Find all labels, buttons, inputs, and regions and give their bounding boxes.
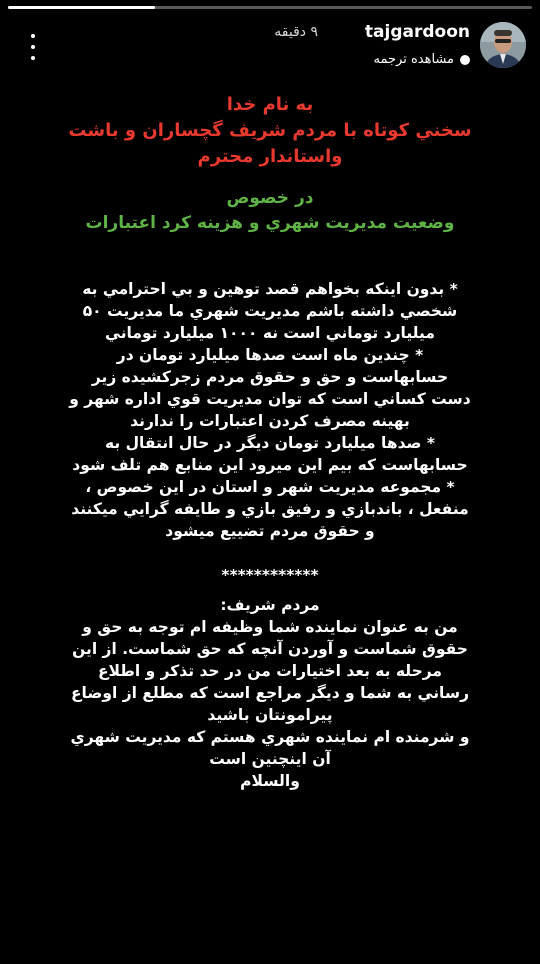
story-progress-fill (8, 6, 155, 9)
translate-button[interactable] (374, 52, 470, 67)
body-line: بهينه مصرف كردن اعتبارات را ندارند (130, 412, 410, 430)
body-line: حسابهاست كه بيم اين ميرود اين منابع هم تلف شود (72, 456, 468, 474)
separator: ************ (221, 566, 319, 584)
heading-red (18, 92, 522, 170)
body-line: رساني به شما و ديگر مراجع است كه مطلع از اوضاع (70, 684, 470, 702)
body-line: والسلام (240, 772, 300, 790)
story-text-content (18, 92, 522, 792)
heading-green-line: وضعيت مديريت شهري و هزينه كرد اعتبارات (85, 213, 455, 233)
body-line: و شرمنده ام نماينده شهري هستم كه مديريت شهري (70, 728, 470, 746)
body-line: آن اينچنين است (209, 750, 331, 768)
body-line: دست كساني است كه توان مديريت قوي اداره شهر و (69, 390, 471, 408)
body-line: حقوق شماست و آوردن آنچه كه حق شماست. از اين (72, 640, 468, 658)
heading-green-line: در خصوص (226, 188, 314, 208)
body-line: مرحله به بعد اختيارات من در حد تذكر و اطلاع (97, 662, 443, 680)
avatar[interactable] (480, 22, 526, 68)
body-line: ميليارد توماني است نه ۱۰۰۰ ميليارد توماني (105, 324, 435, 342)
body-section-1 (18, 278, 522, 542)
body-line: * مجموعه مديريت شهر و استان در اين خصوص ، (85, 478, 455, 496)
story-progress-bar (8, 6, 532, 9)
heading-red-line: واستاندار محترم (197, 146, 343, 167)
body-line: شخصي داشته باشم مديريت شهري ما مديريت ۵۰ (82, 302, 458, 320)
greeting: مردم شريف: (220, 596, 320, 614)
body-line: * صدها ميليارد تومان ديگر در حال انتقال به (104, 434, 436, 452)
body-line: پيرامونتان باشيد (207, 706, 333, 724)
post-time: ۹ دقیقه (274, 24, 318, 40)
body-section-2 (18, 616, 522, 792)
translate-icon (460, 55, 470, 65)
body-line: و حقوق مردم تضييع ميشود (165, 522, 375, 540)
heading-red-line: به نام خدا (226, 94, 314, 115)
username[interactable]: tajgardoon (364, 22, 470, 42)
heading-red-line: سخني كوتاه با مردم شريف گچساران و باشت (68, 120, 472, 141)
body-line: * چندين ماه است صدها ميليارد تومان در (116, 346, 424, 364)
profile-photo-icon (480, 22, 526, 68)
body-line: حسابهاست و حق و حقوق مردم زجركشيده زير (91, 368, 449, 386)
body-line: * بدون اينكه بخواهم قصد توهين و بي احترامي به (82, 280, 458, 298)
translate-label: مشاهده ترجمه (373, 52, 454, 67)
heading-green (18, 186, 522, 236)
body-line: من به عنوان نماينده شما وظيفه ام توجه به حق و (82, 618, 458, 636)
body-line: منفعل ، باندبازي و رفيق بازي و طايفه گرايي ميكنند (71, 500, 469, 518)
more-options-icon[interactable] (26, 34, 40, 60)
story-header (0, 14, 540, 74)
